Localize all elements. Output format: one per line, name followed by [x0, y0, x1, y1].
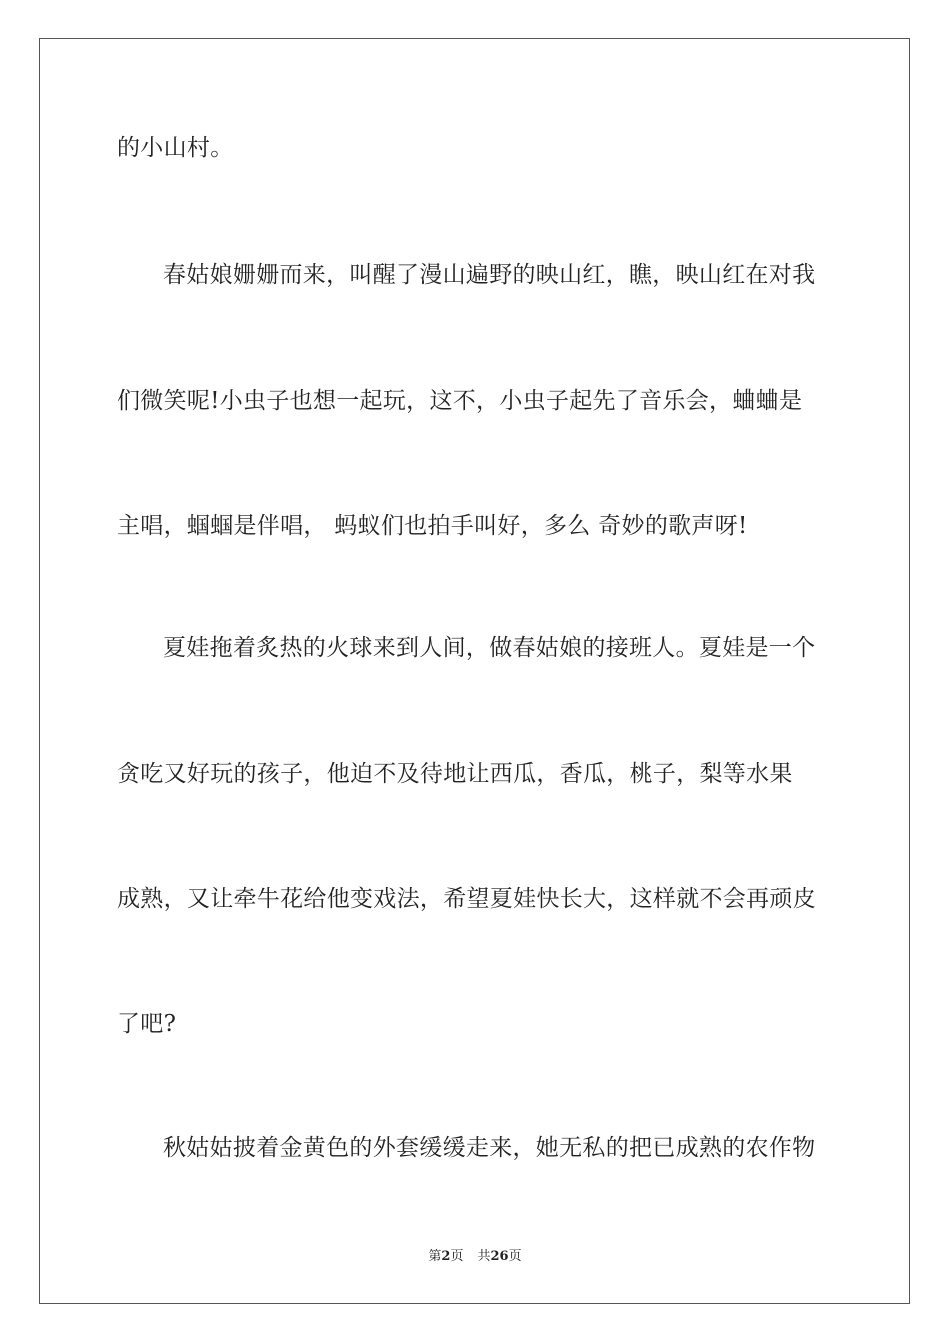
- page-border: [39, 38, 910, 1304]
- text-line-3: 们微笑呢!小虫子也想一起玩，这不，小虫子起先了音乐会，蛐蛐是: [117, 388, 803, 414]
- text-line-4: 主唱，蝈蝈是伴唱， 蚂蚁们也拍手叫好，多么 奇妙的歌声呀!: [117, 513, 748, 539]
- text-line-7: 成熟，又让牵牛花给他变戏法，希望夏娃快长大，这样就不会再顽皮: [117, 886, 816, 912]
- footer-page-prefix: 第: [428, 1249, 442, 1264]
- footer-total-prefix: 共: [477, 1249, 491, 1264]
- text-line-8: 了吧?: [117, 1011, 177, 1037]
- footer-total-pages: 26: [490, 1249, 509, 1264]
- text-line-6: 贪吃又好玩的孩子，他迫不及待地让西瓜，香瓜，桃子，梨等水果: [117, 761, 793, 787]
- text-line-5: 夏娃拖着炙热的火球来到人间，做春姑娘的接班人。夏娃是一个: [163, 635, 816, 661]
- footer-total-suffix: 页: [508, 1249, 522, 1264]
- text-line-1: 的小山村。: [117, 135, 234, 161]
- footer-page-number: 2: [441, 1249, 451, 1264]
- text-line-9: 秋姑姑披着金黄色的外套缓缓走来，她无私的把已成熟的农作物: [163, 1135, 816, 1161]
- page-footer: [0, 1248, 950, 1266]
- footer-page-suffix: 页: [450, 1249, 464, 1264]
- text-line-2: 春姑娘姗姗而来，叫醒了漫山遍野的映山红，瞧，映山红在对我: [163, 262, 816, 288]
